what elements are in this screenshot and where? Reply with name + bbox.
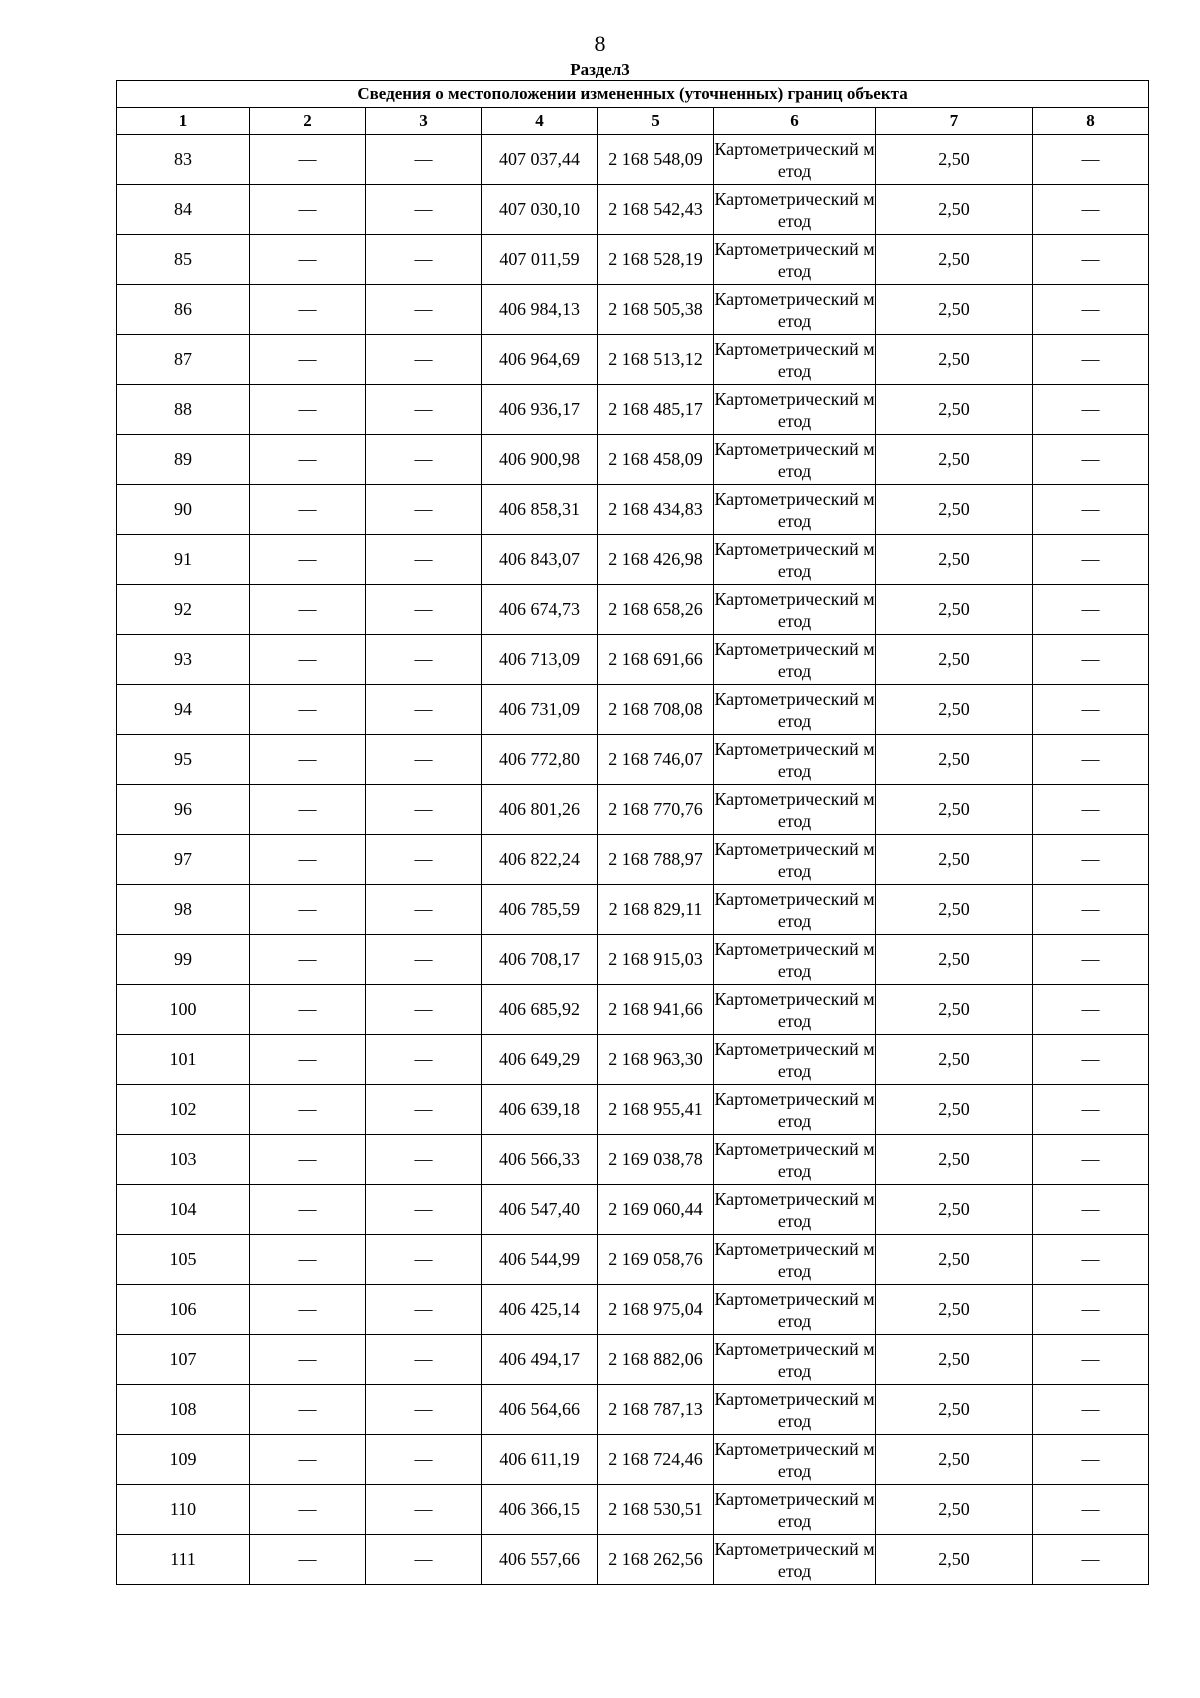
- column-2-cell: —: [250, 385, 366, 435]
- column-number-7: 7: [876, 108, 1033, 135]
- point-number-cell: 88: [117, 385, 250, 435]
- method-cell: Картометрический метод: [714, 885, 876, 935]
- accuracy-cell: 2,50: [876, 1235, 1033, 1285]
- column-8-cell: —: [1033, 1185, 1149, 1235]
- method-cell: Картометрический метод: [714, 335, 876, 385]
- point-number-cell: 111: [117, 1535, 250, 1585]
- column-8-cell: —: [1033, 535, 1149, 585]
- method-cell: Картометрический метод: [714, 135, 876, 185]
- column-number-8: 8: [1033, 108, 1149, 135]
- y-coordinate-cell: 2 169 058,76: [598, 1235, 714, 1285]
- x-coordinate-cell: 406 639,18: [482, 1085, 598, 1135]
- x-coordinate-cell: 406 843,07: [482, 535, 598, 585]
- column-2-cell: —: [250, 635, 366, 685]
- column-8-cell: —: [1033, 1535, 1149, 1585]
- table-row: [117, 585, 1149, 635]
- column-2-cell: —: [250, 1435, 366, 1485]
- point-number-cell: 91: [117, 535, 250, 585]
- point-number-cell: 102: [117, 1085, 250, 1135]
- column-3-cell: —: [366, 1485, 482, 1535]
- y-coordinate-cell: 2 168 426,98: [598, 535, 714, 585]
- method-cell: Картометрический метод: [714, 1185, 876, 1235]
- accuracy-cell: 2,50: [876, 385, 1033, 435]
- column-2-cell: —: [250, 1535, 366, 1585]
- x-coordinate-cell: 407 037,44: [482, 135, 598, 185]
- column-8-cell: —: [1033, 785, 1149, 835]
- x-coordinate-cell: 406 611,19: [482, 1435, 598, 1485]
- point-number-cell: 85: [117, 235, 250, 285]
- y-coordinate-cell: 2 168 955,41: [598, 1085, 714, 1135]
- boundary-coordinates-table: [116, 80, 1149, 1585]
- column-3-cell: —: [366, 1385, 482, 1435]
- point-number-cell: 100: [117, 985, 250, 1035]
- column-2-cell: —: [250, 135, 366, 185]
- accuracy-cell: 2,50: [876, 1385, 1033, 1435]
- y-coordinate-cell: 2 168 691,66: [598, 635, 714, 685]
- point-number-cell: 93: [117, 635, 250, 685]
- x-coordinate-cell: 406 785,59: [482, 885, 598, 935]
- column-3-cell: —: [366, 135, 482, 185]
- column-2-cell: —: [250, 1085, 366, 1135]
- column-2-cell: —: [250, 585, 366, 635]
- method-cell: Картометрический метод: [714, 835, 876, 885]
- table-row: [117, 1285, 1149, 1335]
- page-number: 8: [594, 31, 606, 56]
- column-2-cell: —: [250, 785, 366, 835]
- column-3-cell: —: [366, 285, 482, 335]
- method-cell: Картометрический метод: [714, 485, 876, 535]
- column-3-cell: —: [366, 185, 482, 235]
- point-number-cell: 108: [117, 1385, 250, 1435]
- method-cell: Картометрический метод: [714, 385, 876, 435]
- accuracy-cell: 2,50: [876, 1435, 1033, 1485]
- y-coordinate-cell: 2 168 963,30: [598, 1035, 714, 1085]
- accuracy-cell: 2,50: [876, 335, 1033, 385]
- point-number-cell: 94: [117, 685, 250, 735]
- column-3-cell: —: [366, 235, 482, 285]
- column-3-cell: —: [366, 885, 482, 935]
- column-2-cell: —: [250, 735, 366, 785]
- y-coordinate-cell: 2 168 548,09: [598, 135, 714, 185]
- y-coordinate-cell: 2 168 829,11: [598, 885, 714, 935]
- column-2-cell: —: [250, 985, 366, 1035]
- y-coordinate-cell: 2 168 787,13: [598, 1385, 714, 1435]
- point-number-cell: 98: [117, 885, 250, 935]
- point-number-cell: 89: [117, 435, 250, 485]
- column-2-cell: —: [250, 485, 366, 535]
- point-number-cell: 99: [117, 935, 250, 985]
- accuracy-cell: 2,50: [876, 835, 1033, 885]
- y-coordinate-cell: 2 168 708,08: [598, 685, 714, 735]
- column-2-cell: —: [250, 535, 366, 585]
- column-2-cell: —: [250, 185, 366, 235]
- accuracy-cell: 2,50: [876, 1285, 1033, 1335]
- accuracy-cell: 2,50: [876, 685, 1033, 735]
- accuracy-cell: 2,50: [876, 1135, 1033, 1185]
- accuracy-cell: 2,50: [876, 885, 1033, 935]
- column-2-cell: —: [250, 885, 366, 935]
- column-3-cell: —: [366, 435, 482, 485]
- column-8-cell: —: [1033, 185, 1149, 235]
- point-number-cell: 110: [117, 1485, 250, 1535]
- x-coordinate-cell: 407 030,10: [482, 185, 598, 235]
- x-coordinate-cell: 406 544,99: [482, 1235, 598, 1285]
- column-2-cell: —: [250, 685, 366, 735]
- y-coordinate-cell: 2 168 658,26: [598, 585, 714, 635]
- table-row: [117, 135, 1149, 185]
- column-8-cell: —: [1033, 1485, 1149, 1535]
- method-cell: Картометрический метод: [714, 235, 876, 285]
- table-row: [117, 385, 1149, 435]
- method-cell: Картометрический метод: [714, 435, 876, 485]
- column-number-row: [117, 108, 1149, 135]
- method-cell: Картометрический метод: [714, 1485, 876, 1535]
- column-3-cell: —: [366, 385, 482, 435]
- column-2-cell: —: [250, 435, 366, 485]
- point-number-cell: 87: [117, 335, 250, 385]
- table-row: [117, 785, 1149, 835]
- point-number-cell: 109: [117, 1435, 250, 1485]
- column-2-cell: —: [250, 835, 366, 885]
- column-8-cell: —: [1033, 685, 1149, 735]
- column-2-cell: —: [250, 935, 366, 985]
- table-row: [117, 1435, 1149, 1485]
- column-number-4: 4: [482, 108, 598, 135]
- x-coordinate-cell: 406 858,31: [482, 485, 598, 535]
- accuracy-cell: 2,50: [876, 1035, 1033, 1085]
- y-coordinate-cell: 2 168 770,76: [598, 785, 714, 835]
- accuracy-cell: 2,50: [876, 1535, 1033, 1585]
- column-2-cell: —: [250, 1235, 366, 1285]
- table-row: [117, 735, 1149, 785]
- column-8-cell: —: [1033, 435, 1149, 485]
- column-number-3: 3: [366, 108, 482, 135]
- x-coordinate-cell: 406 731,09: [482, 685, 598, 735]
- table-row: [117, 1135, 1149, 1185]
- table-row: [117, 1385, 1149, 1435]
- y-coordinate-cell: 2 168 530,51: [598, 1485, 714, 1535]
- column-8-cell: —: [1033, 1335, 1149, 1385]
- point-number-cell: 101: [117, 1035, 250, 1085]
- accuracy-cell: 2,50: [876, 235, 1033, 285]
- method-cell: Картометрический метод: [714, 535, 876, 585]
- column-8-cell: —: [1033, 385, 1149, 435]
- table-row: [117, 1485, 1149, 1535]
- column-3-cell: —: [366, 785, 482, 835]
- table-row: [117, 1335, 1149, 1385]
- x-coordinate-cell: 406 900,98: [482, 435, 598, 485]
- point-number-cell: 104: [117, 1185, 250, 1235]
- column-3-cell: —: [366, 835, 482, 885]
- method-cell: Картометрический метод: [714, 1035, 876, 1085]
- x-coordinate-cell: 406 685,92: [482, 985, 598, 1035]
- column-2-cell: —: [250, 1135, 366, 1185]
- x-coordinate-cell: 406 425,14: [482, 1285, 598, 1335]
- table-row: [117, 185, 1149, 235]
- column-8-cell: —: [1033, 1235, 1149, 1285]
- section-title: Раздел3: [570, 60, 630, 79]
- column-2-cell: —: [250, 1285, 366, 1335]
- column-3-cell: —: [366, 985, 482, 1035]
- column-3-cell: —: [366, 335, 482, 385]
- y-coordinate-cell: 2 168 262,56: [598, 1535, 714, 1585]
- column-8-cell: —: [1033, 1035, 1149, 1085]
- y-coordinate-cell: 2 168 788,97: [598, 835, 714, 885]
- accuracy-cell: 2,50: [876, 735, 1033, 785]
- point-number-cell: 97: [117, 835, 250, 885]
- column-3-cell: —: [366, 585, 482, 635]
- table-row: [117, 835, 1149, 885]
- table-row: [117, 335, 1149, 385]
- column-3-cell: —: [366, 1235, 482, 1285]
- accuracy-cell: 2,50: [876, 1335, 1033, 1385]
- accuracy-cell: 2,50: [876, 935, 1033, 985]
- x-coordinate-cell: 406 566,33: [482, 1135, 598, 1185]
- column-8-cell: —: [1033, 1435, 1149, 1485]
- point-number-cell: 90: [117, 485, 250, 535]
- accuracy-cell: 2,50: [876, 435, 1033, 485]
- table-row: [117, 1235, 1149, 1285]
- x-coordinate-cell: 406 494,17: [482, 1335, 598, 1385]
- column-8-cell: —: [1033, 585, 1149, 635]
- column-3-cell: —: [366, 1335, 482, 1385]
- point-number-cell: 103: [117, 1135, 250, 1185]
- column-number-6: 6: [714, 108, 876, 135]
- column-8-cell: —: [1033, 985, 1149, 1035]
- x-coordinate-cell: 406 674,73: [482, 585, 598, 635]
- y-coordinate-cell: 2 168 542,43: [598, 185, 714, 235]
- table-row: [117, 535, 1149, 585]
- y-coordinate-cell: 2 168 724,46: [598, 1435, 714, 1485]
- accuracy-cell: 2,50: [876, 535, 1033, 585]
- column-8-cell: —: [1033, 1135, 1149, 1185]
- column-3-cell: —: [366, 1085, 482, 1135]
- column-2-cell: —: [250, 1385, 366, 1435]
- column-2-cell: —: [250, 1035, 366, 1085]
- x-coordinate-cell: 406 801,26: [482, 785, 598, 835]
- y-coordinate-cell: 2 168 941,66: [598, 985, 714, 1035]
- column-8-cell: —: [1033, 485, 1149, 535]
- column-8-cell: —: [1033, 135, 1149, 185]
- y-coordinate-cell: 2 168 458,09: [598, 435, 714, 485]
- method-cell: Картометрический метод: [714, 1135, 876, 1185]
- column-2-cell: —: [250, 285, 366, 335]
- point-number-cell: 96: [117, 785, 250, 835]
- column-2-cell: —: [250, 235, 366, 285]
- column-8-cell: —: [1033, 1285, 1149, 1335]
- column-2-cell: —: [250, 1185, 366, 1235]
- column-8-cell: —: [1033, 1385, 1149, 1435]
- column-8-cell: —: [1033, 285, 1149, 335]
- x-coordinate-cell: 406 964,69: [482, 335, 598, 385]
- method-cell: Картометрический метод: [714, 635, 876, 685]
- y-coordinate-cell: 2 168 505,38: [598, 285, 714, 335]
- column-3-cell: —: [366, 1185, 482, 1235]
- accuracy-cell: 2,50: [876, 985, 1033, 1035]
- y-coordinate-cell: 2 168 485,17: [598, 385, 714, 435]
- table-row: [117, 435, 1149, 485]
- point-number-cell: 83: [117, 135, 250, 185]
- method-cell: Картометрический метод: [714, 735, 876, 785]
- column-8-cell: —: [1033, 735, 1149, 785]
- point-number-cell: 84: [117, 185, 250, 235]
- column-2-cell: —: [250, 1335, 366, 1385]
- x-coordinate-cell: 406 366,15: [482, 1485, 598, 1535]
- column-2-cell: —: [250, 1485, 366, 1535]
- method-cell: Картометрический метод: [714, 785, 876, 835]
- accuracy-cell: 2,50: [876, 785, 1033, 835]
- method-cell: Картометрический метод: [714, 1535, 876, 1585]
- table-row: [117, 935, 1149, 985]
- y-coordinate-cell: 2 168 882,06: [598, 1335, 714, 1385]
- column-8-cell: —: [1033, 885, 1149, 935]
- table-row: [117, 1085, 1149, 1135]
- method-cell: Картометрический метод: [714, 585, 876, 635]
- point-number-cell: 106: [117, 1285, 250, 1335]
- table-row: [117, 1535, 1149, 1585]
- column-8-cell: —: [1033, 935, 1149, 985]
- table-row: [117, 235, 1149, 285]
- column-8-cell: —: [1033, 835, 1149, 885]
- table-row: [117, 285, 1149, 335]
- accuracy-cell: 2,50: [876, 485, 1033, 535]
- table-row: [117, 1035, 1149, 1085]
- column-number-1: 1: [117, 108, 250, 135]
- x-coordinate-cell: 407 011,59: [482, 235, 598, 285]
- y-coordinate-cell: 2 169 060,44: [598, 1185, 714, 1235]
- accuracy-cell: 2,50: [876, 135, 1033, 185]
- column-3-cell: —: [366, 1035, 482, 1085]
- x-coordinate-cell: 406 713,09: [482, 635, 598, 685]
- point-number-cell: 92: [117, 585, 250, 635]
- point-number-cell: 105: [117, 1235, 250, 1285]
- table-row: [117, 885, 1149, 935]
- method-cell: Картометрический метод: [714, 1085, 876, 1135]
- point-number-cell: 86: [117, 285, 250, 335]
- table-row: [117, 1185, 1149, 1235]
- column-3-cell: —: [366, 935, 482, 985]
- table-row: [117, 635, 1149, 685]
- column-number-5: 5: [598, 108, 714, 135]
- column-3-cell: —: [366, 1285, 482, 1335]
- accuracy-cell: 2,50: [876, 1485, 1033, 1535]
- method-cell: Картометрический метод: [714, 1235, 876, 1285]
- table-body: [117, 135, 1149, 1585]
- table-caption: Сведения о местоположении измененных (уточненных) границ объекта: [117, 81, 1149, 108]
- method-cell: Картометрический метод: [714, 1435, 876, 1485]
- column-3-cell: —: [366, 735, 482, 785]
- table-row: [117, 985, 1149, 1035]
- x-coordinate-cell: 406 822,24: [482, 835, 598, 885]
- method-cell: Картометрический метод: [714, 985, 876, 1035]
- method-cell: Картометрический метод: [714, 685, 876, 735]
- y-coordinate-cell: 2 168 434,83: [598, 485, 714, 535]
- x-coordinate-cell: 406 564,66: [482, 1385, 598, 1435]
- x-coordinate-cell: 406 772,80: [482, 735, 598, 785]
- x-coordinate-cell: 406 649,29: [482, 1035, 598, 1085]
- point-number-cell: 95: [117, 735, 250, 785]
- method-cell: Картометрический метод: [714, 1385, 876, 1435]
- x-coordinate-cell: 406 984,13: [482, 285, 598, 335]
- column-8-cell: —: [1033, 1085, 1149, 1135]
- table-row: [117, 685, 1149, 735]
- column-3-cell: —: [366, 685, 482, 735]
- column-2-cell: —: [250, 335, 366, 385]
- accuracy-cell: 2,50: [876, 1085, 1033, 1135]
- method-cell: Картометрический метод: [714, 1335, 876, 1385]
- y-coordinate-cell: 2 168 746,07: [598, 735, 714, 785]
- x-coordinate-cell: 406 547,40: [482, 1185, 598, 1235]
- method-cell: Картометрический метод: [714, 285, 876, 335]
- accuracy-cell: 2,50: [876, 635, 1033, 685]
- column-3-cell: —: [366, 1535, 482, 1585]
- y-coordinate-cell: 2 168 513,12: [598, 335, 714, 385]
- y-coordinate-cell: 2 169 038,78: [598, 1135, 714, 1185]
- accuracy-cell: 2,50: [876, 585, 1033, 635]
- point-number-cell: 107: [117, 1335, 250, 1385]
- accuracy-cell: 2,50: [876, 285, 1033, 335]
- accuracy-cell: 2,50: [876, 1185, 1033, 1235]
- method-cell: Картометрический метод: [714, 935, 876, 985]
- column-3-cell: —: [366, 485, 482, 535]
- method-cell: Картометрический метод: [714, 185, 876, 235]
- column-number-2: 2: [250, 108, 366, 135]
- column-8-cell: —: [1033, 335, 1149, 385]
- x-coordinate-cell: 406 936,17: [482, 385, 598, 435]
- method-cell: Картометрический метод: [714, 1285, 876, 1335]
- column-8-cell: —: [1033, 235, 1149, 285]
- table-row: [117, 485, 1149, 535]
- column-8-cell: —: [1033, 635, 1149, 685]
- y-coordinate-cell: 2 168 915,03: [598, 935, 714, 985]
- y-coordinate-cell: 2 168 975,04: [598, 1285, 714, 1335]
- x-coordinate-cell: 406 557,66: [482, 1535, 598, 1585]
- column-3-cell: —: [366, 1135, 482, 1185]
- column-3-cell: —: [366, 635, 482, 685]
- accuracy-cell: 2,50: [876, 185, 1033, 235]
- x-coordinate-cell: 406 708,17: [482, 935, 598, 985]
- y-coordinate-cell: 2 168 528,19: [598, 235, 714, 285]
- column-3-cell: —: [366, 1435, 482, 1485]
- column-3-cell: —: [366, 535, 482, 585]
